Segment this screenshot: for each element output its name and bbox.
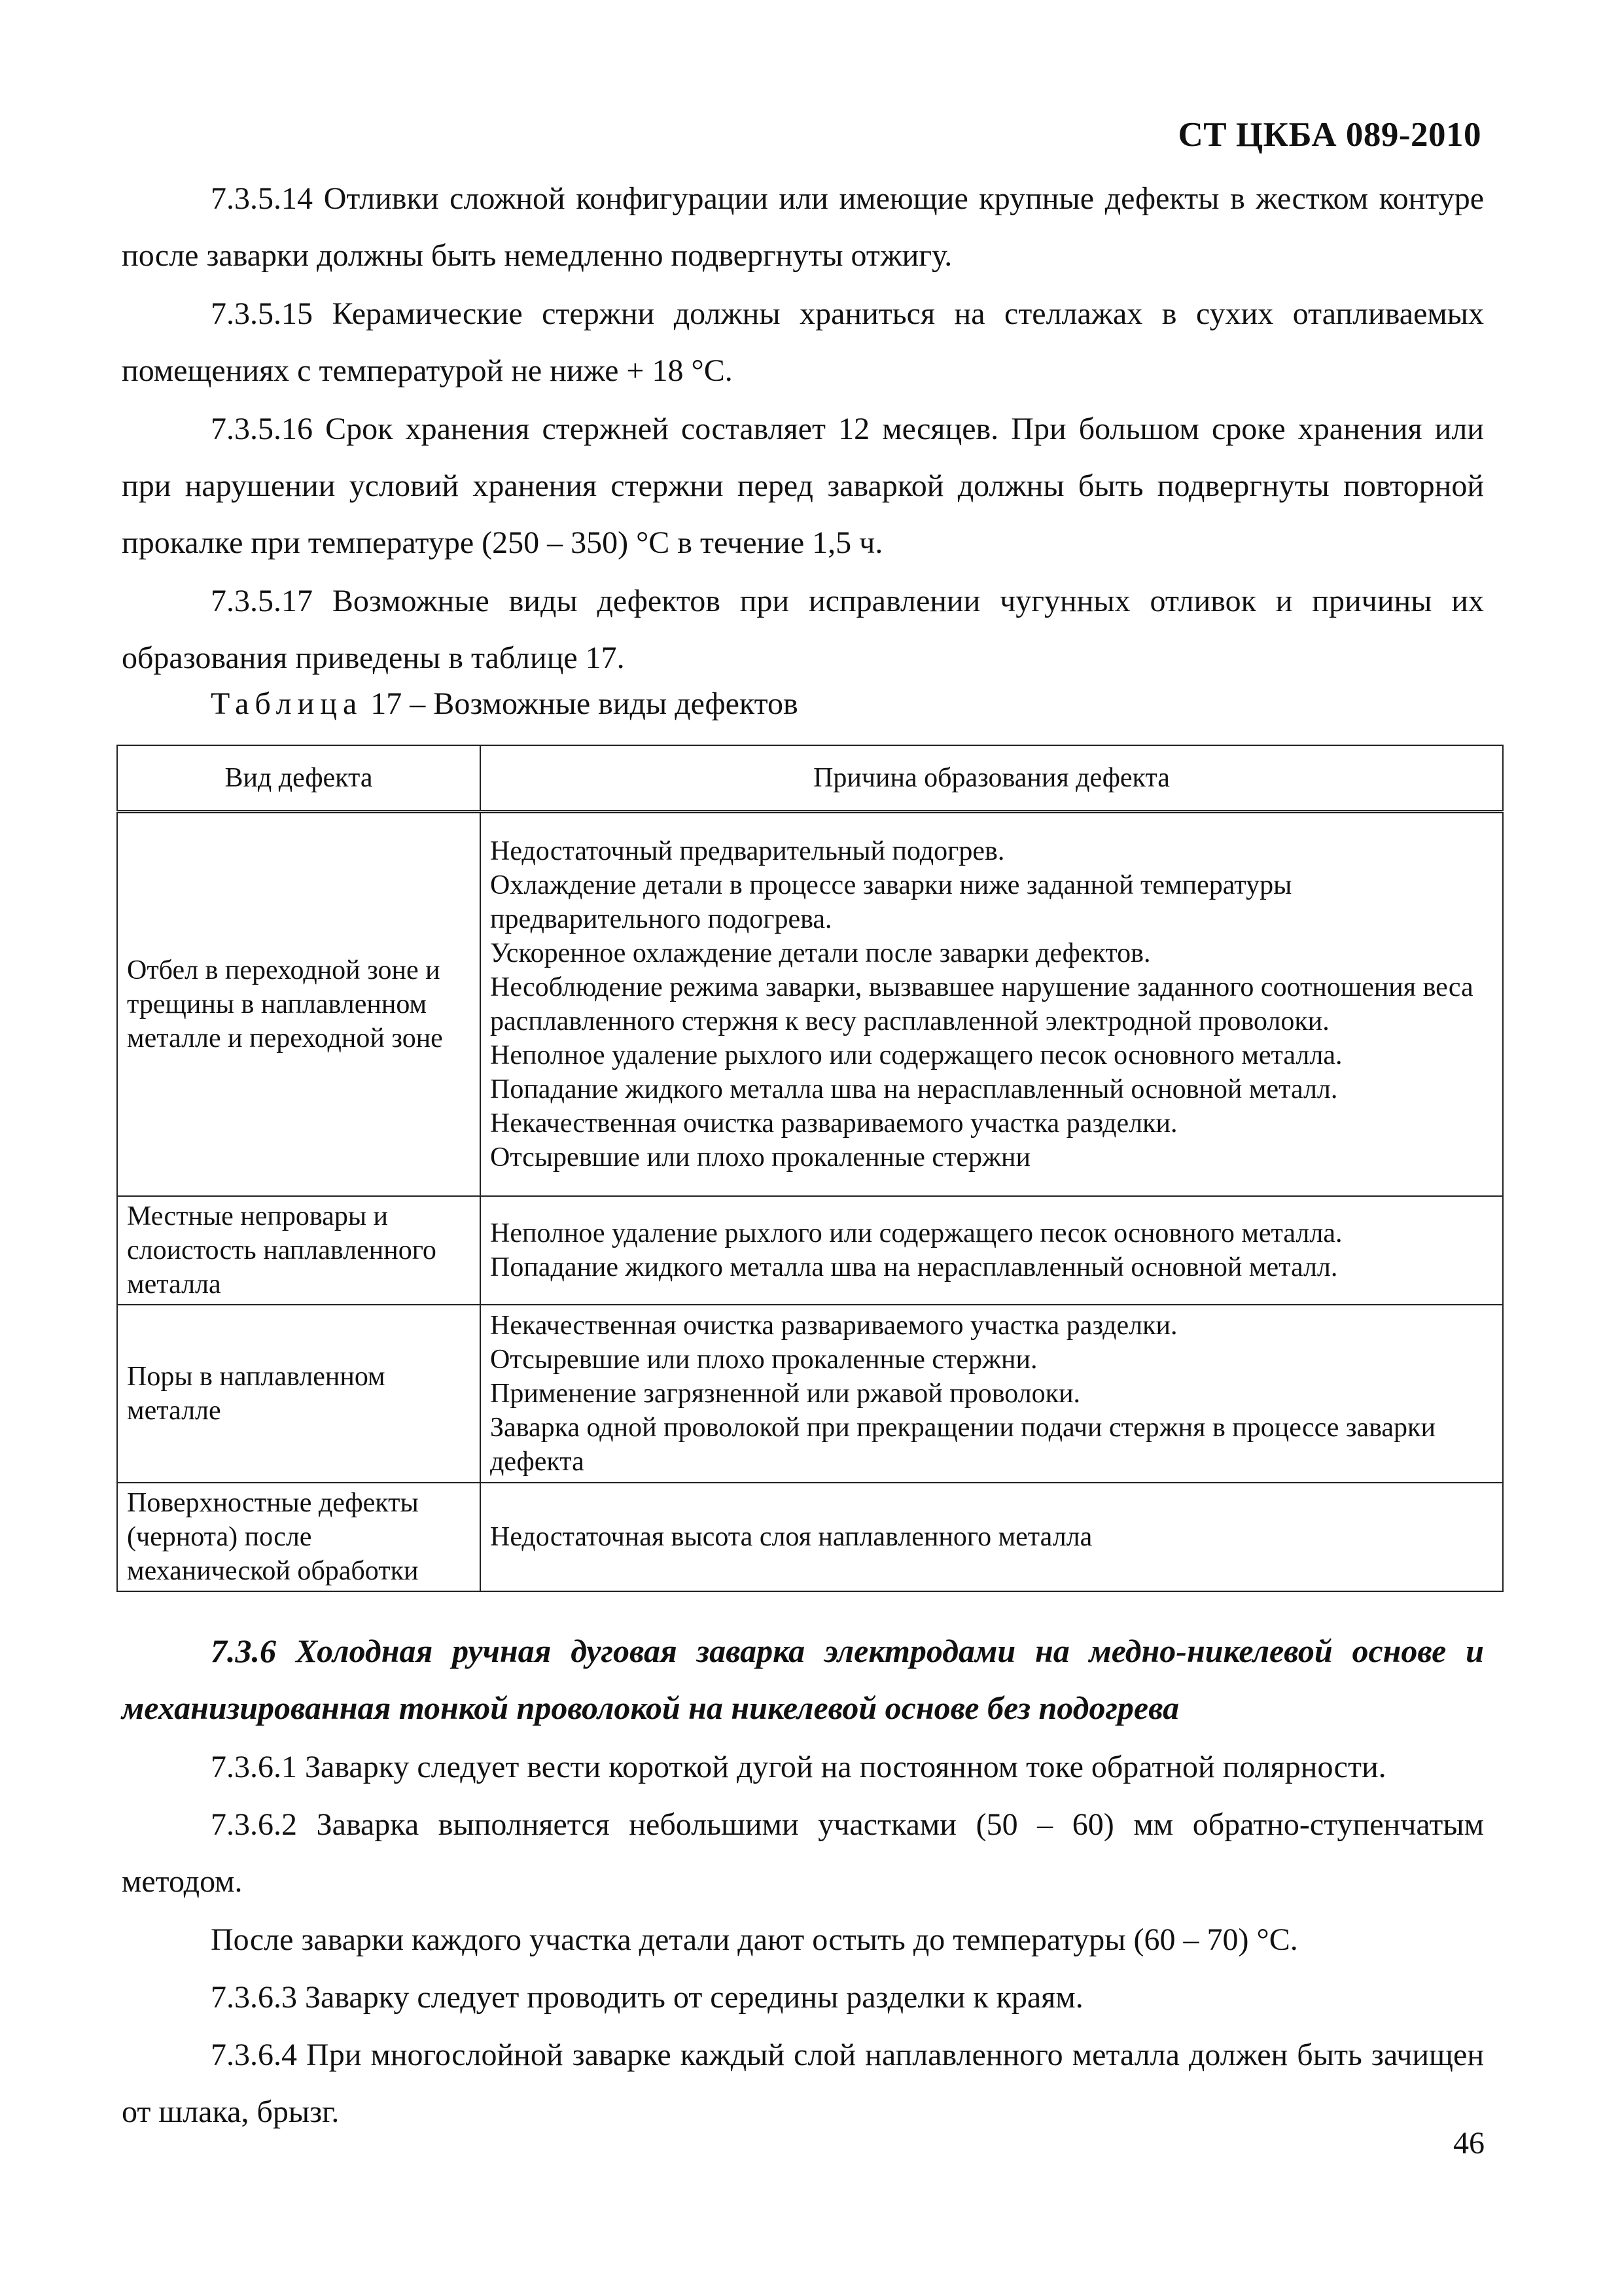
paragraph-7-3-5-17: 7.3.5.17 Возможные виды дефектов при исправлении чугунных отливок и причины их образования приведены в таблице 17. [122,584,1484,675]
defect-cause-cell [480,1483,1503,1591]
table-caption-text: 17 – Возможные виды дефектов [362,686,798,721]
paragraph-7-3-6-3: 7.3.6.3 Заварку следует проводить от середины разделки к краям. [211,1980,1084,2015]
cause-line: Попадание жидкого металла шва на нерасплавленный основной металл. [490,1252,1338,1282]
page-number: 46 [1453,2126,1485,2161]
cause-line: Попадание жидкого металла шва на нерасплавленный основной металл. [490,1074,1338,1104]
cause-line: Отсыревшие или плохо прокаленные стержни. [490,1345,1038,1375]
cause-line: Некачественная очистка развариваемого участка разделки. [490,1108,1178,1139]
defect-cause-cell [480,1196,1503,1305]
header-defect-type: Вид дефекта [117,745,480,812]
cause-line: Заварка одной проволокой при прекращении подачи стержня в процессе заварки дефекта [490,1413,1436,1477]
defects-table [116,745,1504,1592]
defect-type-cell: Поры в наплавленном металле [117,1305,480,1483]
paragraph-after-weld: После заварки каждого участка детали дают остыть до температуры (60 – 70) °С. [211,1922,1298,1957]
paragraph-7-3-6-4: 7.3.6.4 При многослойной заварке каждый слой наплавленного металла должен быть зачищен от шлака, брызг. [122,2038,1484,2129]
paragraph-7-3-6-2: 7.3.6.2 Заварка выполняется небольшими участками (50 – 60) мм обратно-ступенчатым методом. [122,1807,1484,1899]
cause-line: Некачественная очистка развариваемого участка разделки. [490,1311,1178,1341]
defect-type-cell: Местные непровары и слоистость наплавленного металла [117,1196,480,1305]
cause-line: Неполное удаление рыхлого или содержащего песок основного металла. [490,1040,1343,1070]
table-row [117,1196,1503,1305]
table-caption-label: Таблица [211,686,363,721]
table-row [117,812,1503,1197]
cause-line: Недостаточный предварительный подогрев. [490,836,1005,866]
header-defect-cause: Причина образования дефекта [480,745,1503,812]
cause-line: Отсыревшие или плохо прокаленные стержни [490,1142,1031,1173]
defect-type-cell: Поверхностные дефекты (чернота) после механической обработки [117,1483,480,1591]
cause-line: Несоблюдение режима заварки, вызвавшее нарушение заданного соотношения веса расплавленного стержня к весу расплавленной электродной проволоки. [490,972,1473,1036]
paragraph-7-3-5-16: 7.3.5.16 Срок хранения стержней составляет 12 месяцев. При большом сроке хранения или при нарушении условий хранения стержни перед заваркой должны быть подвергнуты повторной прокалке при температуре (250 – 350) °С в течение 1,5 ч. [122,412,1484,560]
paragraph-7-3-5-15: 7.3.5.15 Керамические стержни должны храниться на стеллажах в сухих отапливаемых помещениях с температурой не ниже + 18 °С. [122,296,1484,388]
defect-type-cell: Отбел в переходной зоне и трещины в наплавленном металле и переходной зоне [117,812,480,1197]
table-caption [211,686,798,722]
defect-cause-cell [480,812,1503,1197]
table-row [117,1305,1503,1483]
cause-line: Недостаточная высота слоя наплавленного металла [490,1522,1093,1552]
cause-line: Ускоренное охлаждение детали после заварки дефектов. [490,938,1151,968]
cause-line: Применение загрязненной или ржавой проволоки. [490,1379,1081,1409]
paragraph-7-3-6-1: 7.3.6.1 Заварку следует вести короткой дугой на постоянном токе обратной полярности. [211,1750,1386,1784]
paragraph-7-3-5-14: 7.3.5.14 Отливки сложной конфигурации или имеющие крупные дефекты в жестком контуре после заварки должны быть немедленно подвергнуты отжигу. [122,181,1484,273]
table-header-row [117,745,1503,812]
table-row [117,1483,1503,1591]
defect-cause-cell [480,1305,1503,1483]
cause-line: Неполное удаление рыхлого или содержащего песок основного металла. [490,1218,1343,1248]
document-id: СТ ЦКБА 089-2010 [1178,116,1481,154]
cause-line: Охлаждение детали в процессе заварки ниже заданной температуры предварительного подогрева. [490,870,1292,934]
section-heading-7-3-6: 7.3.6 Холодная ручная дуговая заварка электродами на медно-никелевой основе и механизированная тонкой проволокой на никелевой основе без подогрева [122,1633,1484,1726]
